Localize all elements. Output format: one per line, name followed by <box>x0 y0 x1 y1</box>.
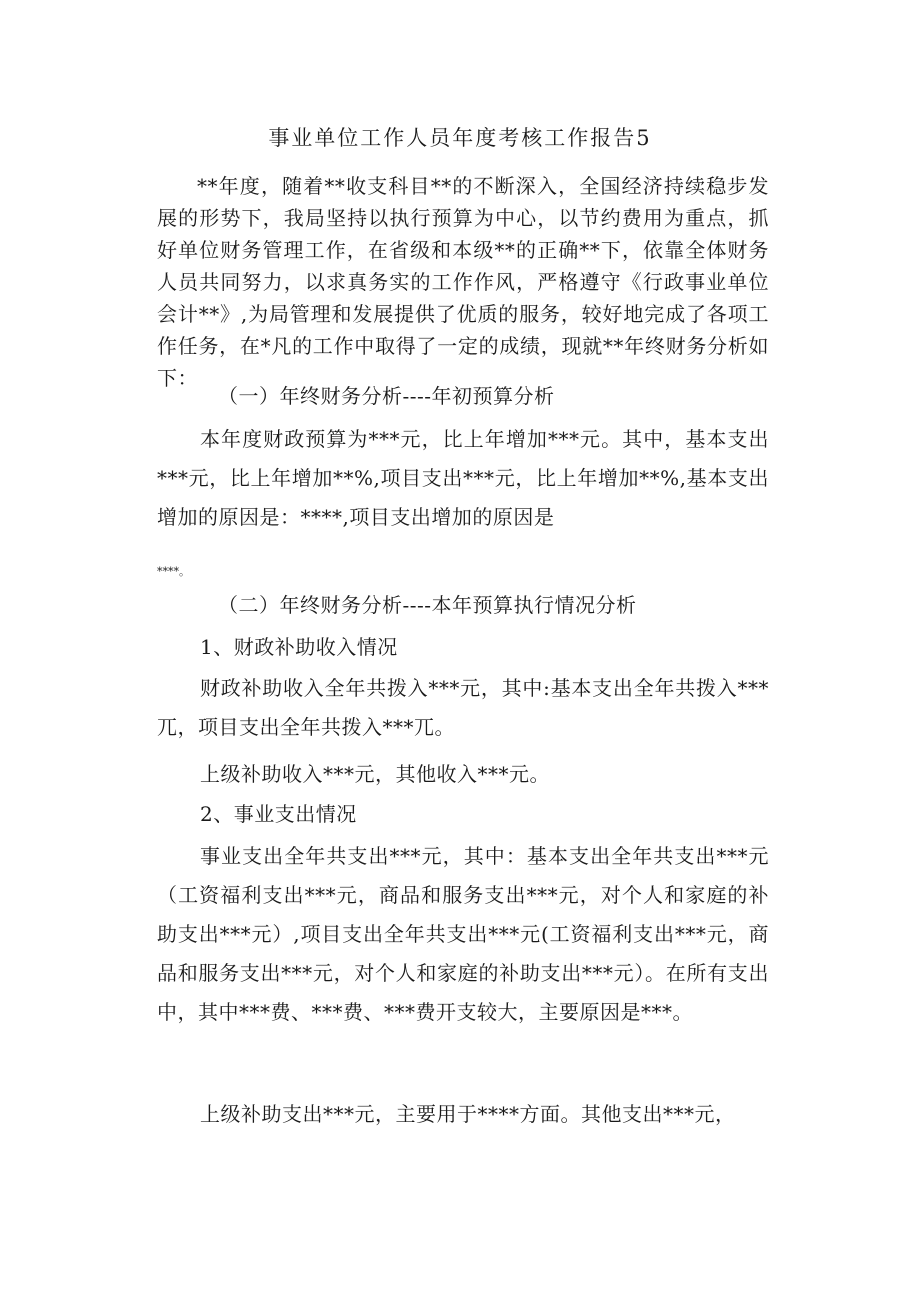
document-title: 事业单位工作人员年度考核工作报告5 <box>268 126 652 150</box>
sub1-paragraph-1: 财政补助收入全年共拨入***元，其中:基本支出全年共拨入***兀，项目支出全年共拨入***兀。 <box>157 676 769 739</box>
section1-paragraph: 本年度财政预算为***元，比上年增加***元。其中，基本支出***元，比上年增加**%,项目支出***元，比上年增加**%,基本支出增加的原因是：****,项目支出增加的原因是 <box>157 427 769 529</box>
section2-heading: （二）年终财务分析----本年预算执行情况分析 <box>218 593 637 617</box>
section1-heading: （一）年终财务分析----年初预算分析 <box>218 384 555 408</box>
intro-paragraph: **年度，随着**收支科目**的不断深入，全国经济持续稳步发展的形势下，我局坚持以执行预算为中心，以节约费用为重点，抓好单位财务管理工作，在省级和本级**的正确**下，依靠全体财务人员共同努力，以求真务实的工作作风，严格遵守《行政事业单位会计**》,为局管理和发展提供了优质的服务，较好地完成了各项工作任务，在*凡的工作中取得了一定的成绩，现就**年终财务分析如下： <box>157 174 769 390</box>
sub2-paragraph-1: 事业支出全年共支出***元，其中：基本支出全年共支出***元（工资福利支出***元，商品和服务支出***元，对个人和家庭的补助支出***元）,项目支出全年共支出***元(工资福利支出***元，商品和服务支出***元，对个人和家庭的补助支出***元）。在所有支出中，其中***费、***费、***费开支较大，主要原因是***。 <box>157 844 769 1024</box>
section1-tail: ****。 <box>157 565 190 578</box>
sub1-paragraph-2: 上级补助收入***元，其他收入***元。 <box>200 762 550 786</box>
sub1-heading: 1、财政补助收入情况 <box>200 635 398 659</box>
sub2-heading: 2、事业支出情况 <box>200 802 357 826</box>
sub2-paragraph-2: 上级补助支出***元，主要用于****方面。其他支出***元， <box>200 1102 736 1126</box>
